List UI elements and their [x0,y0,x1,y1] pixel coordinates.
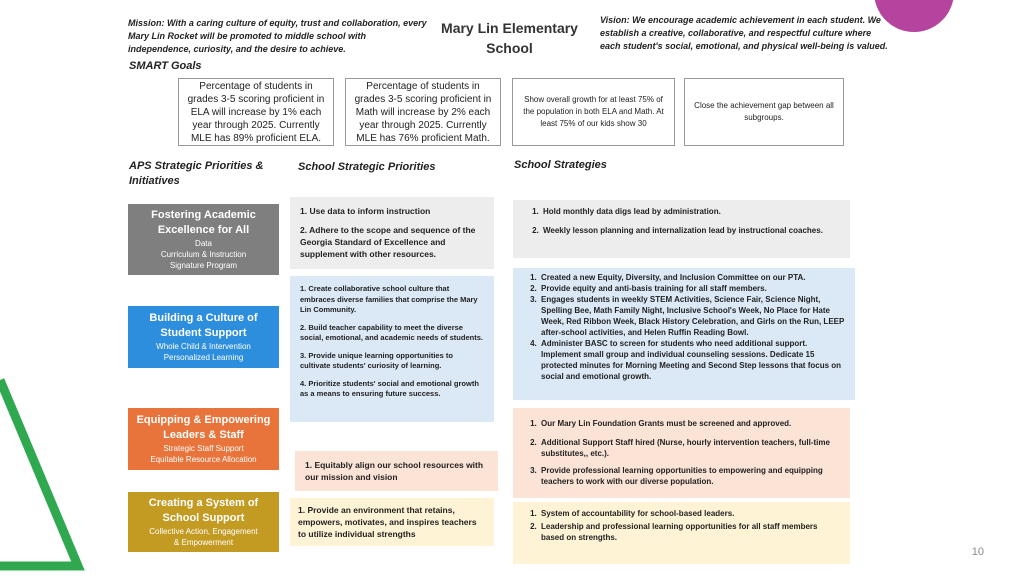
pillar-sub: Equitable Resource Allocation [150,455,257,464]
priorities-staff [295,451,498,491]
smart-goal-math: Percentage of students in grades 3-5 scoring proficient in Math will increase by 2% each year through 2025. Currently MLE has 76% proficient Math. [345,78,501,146]
pillar-sub: Strategic Staff Support [163,444,244,453]
decorative-triangle-outline [0,370,90,576]
strategy-item: 3. Provide professional learning opportunities to empowering and equipping teachers to work with our diverse population. [539,465,842,487]
strategy-item: 2. Provide equity and anti-basis training for all staff members. [539,283,847,294]
pillar-title: Fostering Academic Excellence for All [151,209,256,236]
pillar-sub: Collective Action, Engagement [149,527,258,536]
priorities-culture [290,276,494,422]
vision-statement: Vision: We encourage academic achievement in each student. We establish a creative, collaborative, and respectful culture where each student's social, emotional, and physical well-being is valued. [600,15,888,51]
strategy-item: 1. Created a new Equity, Diversity, and Inclusion Committee on our PTA. [539,272,847,283]
pillar-sub: Signature Program [169,261,238,270]
smart-goal-growth: Show overall growth for at least 75% of the population in both ELA and Math. At least 75% of our kids show 30 [512,78,675,146]
priority-item: 4. Prioritize students' social and emotional growth as a means to ensuring future success. [300,378,479,398]
pillar-student-support [128,306,279,368]
pillar-leaders-staff [128,408,279,470]
priority-item: 1. Use data to inform instruction [300,206,431,216]
strategy-item: 3. Engages students in weekly STEM Activities, Science Fair, Science Night, Spelling Bee, Math Family Night, Inclusive School's Week, No Place for Hate Week, Red Ribbon Week, Black History Celebration, and Girls on the Run, LEEP after-school activities, and Helen Ruffin Reading Bowl. [539,294,847,338]
priority-item: 2. Build teacher capability to meet the diverse social, emotional, and academic needs of students. [300,322,483,342]
strategy-item: 2. Leadership and professional learning opportunities for all staff members based on strengths. [539,521,842,543]
school-priorities-header: School Strategic Priorities [298,161,436,173]
strategies-staff [513,408,850,498]
smart-goal-ela: Percentage of students in grades 3-5 scoring proficient in ELA will increase by 1% each year through 2025. Currently MLE has 89% proficient ELA. [178,78,334,146]
aps-priorities-header: APS Strategic Priorities & Initiatives [129,160,264,187]
priority-item: 1. Equitably align our school resources with our mission and vision [305,460,484,482]
strategy-item: 2. Weekly lesson planning and internalization lead by instructional coaches. [541,225,840,236]
mission-statement: Mission: With a caring culture of equity, trust and collaboration, every Mary Lin Rocket will be promoted to middle school with independence, curiosity, and the desire to achieve. [128,18,427,54]
strategies-academic [513,200,850,258]
strategies-system [513,502,850,564]
pillar-academic-excellence [128,204,279,275]
pillar-sub: Personalized Learning [163,353,244,362]
smart-goal-gap: Close the achievement gap between all subgroups. [684,78,844,146]
pillar-title: Creating a System of School Support [148,497,259,524]
page-title: Mary Lin Elementary School [441,20,578,56]
page-number: 10 [971,546,984,558]
priority-item: 1. Create collaborative school culture that embraces diverse families that comprise the Mary Lin Community. [300,284,478,314]
school-strategies-header: School Strategies [514,159,607,171]
pillar-school-support [128,492,279,552]
smart-goals-label: SMART Goals [129,60,202,72]
priority-item: 3. Provide unique learning opportunities to cultivate students' curiosity of learning. [300,350,453,370]
strategy-item: 4. Administer BASC to screen for students who need additional support. Implement small group and individual counseling sessions. Dedicate 15 protected minutes for Morning Meeting and Second Step lessons that focus on social and emotional growth. [539,338,847,382]
pillar-sub: & Empowerment [173,538,234,547]
pillar-title: Building a Culture of Student Support [149,312,258,339]
strategy-item: 2. Additional Support Staff hired (Nurse, hourly intervention teachers, full-time substitutes,, etc.). [539,437,842,459]
strategy-item: 1. Our Mary Lin Foundation Grants must be screened and approved. [539,418,842,429]
pillar-title: Equipping & Empowering Leaders & Staff [136,414,271,441]
pillar-sub: Data [195,239,212,248]
strategy-item: 1. System of accountability for school-based leaders. [539,508,842,519]
strategies-culture [513,268,855,400]
priorities-system [290,498,494,546]
priority-item: 2. Adhere to the scope and sequence of the Georgia Standard of Excellence and supplement with other resources. [300,225,476,259]
priority-item: 1. Provide an environment that retains, empowers, motivates, and inspires teachers to utilize individual strengths [298,505,477,539]
strategy-item: 1. Hold monthly data digs lead by administration. [541,206,840,217]
pillar-sub: Whole Child & Intervention [156,342,251,351]
priorities-academic [290,197,494,269]
pillar-sub: Curriculum & Instruction [160,250,247,259]
